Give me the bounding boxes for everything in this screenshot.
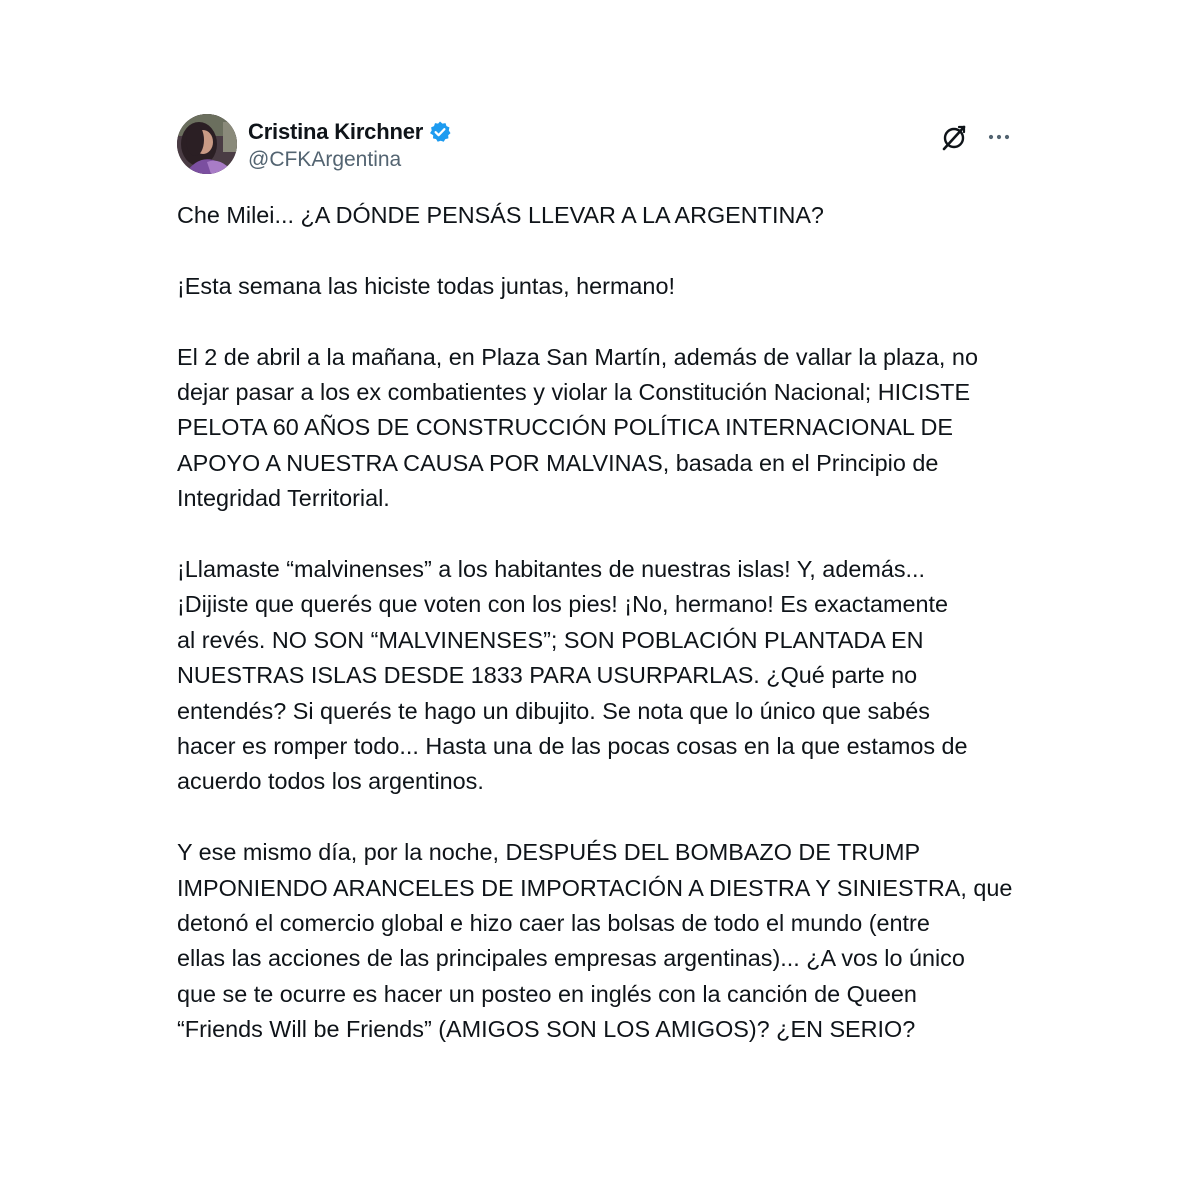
- display-name[interactable]: Cristina Kirchner: [248, 119, 424, 144]
- verified-badge-icon[interactable]: [428, 120, 452, 144]
- avatar-photo: [177, 114, 237, 174]
- author-names: [248, 118, 452, 172]
- tweet-paragraph-1: Che Milei... ¿A DÓNDE PENSÁS LLEVAR A LA ARGENTINA?: [177, 202, 824, 228]
- tweet-paragraph-3: El 2 de abril a la mañana, en Plaza San Martín, además de vallar la plaza, no dejar pasar a los ex combatientes y violar la Constitución Nacional; HICISTE PELOTA 60 AÑOS DE CONSTRUCCIÓN POLÍTICA INTERNACIONAL DE APOYO A NUESTRA CAUSA POR MALVINAS, basada en el Principio de Integridad Territorial.: [177, 343, 978, 512]
- grok-icon[interactable]: [939, 122, 969, 152]
- display-name-row: [248, 118, 452, 146]
- tweet-paragraph-5: Y ese mismo día, por la noche, DESPUÉS DEL BOMBAZO DE TRUMP IMPONIENDO ARANCELES DE IMPORTACIÓN A DIESTRA Y SINIESTRA, que detonó el comercio global e hizo caer las bolsas de todo el mundo (entre ellas las acciones de las principales empresas argentinas)... ¿A vos lo único que se te ocurre es hacer un posteo en inglés con la canción de Queen “Friends Will be Friends” (AMIGOS SON LOS AMIGOS)? ¿EN SERIO?: [177, 839, 1013, 1043]
- tweet: [177, 114, 1027, 1048]
- avatar[interactable]: [177, 114, 237, 174]
- tweet-header: [177, 114, 1027, 176]
- tweet-paragraph-4: ¡Llamaste “malvinenses” a los habitantes de nuestras islas! Y, además... ¡Dijiste que querés que voten con los pies! ¡No, hermano! Es exactamente al revés. NO SON “MALVINENSES”; SON POBLACIÓN PLANTADA EN NUESTRAS ISLAS DESDE 1833 PARA USURPARLAS. ¿Qué parte no entendés? Si querés te hago un dibujito. Se nota que lo único que sabés hacer es romper todo... Hasta una de las pocas cosas en la que estamos de acuerdo todos los argentinos.: [177, 556, 968, 795]
- tweet-paragraph-2: ¡Esta semana las hiciste todas juntas, hermano!: [177, 272, 675, 299]
- author-handle[interactable]: @CFKArgentina: [248, 148, 402, 171]
- tweet-text: [177, 198, 1017, 1048]
- more-options-icon[interactable]: [985, 122, 1015, 152]
